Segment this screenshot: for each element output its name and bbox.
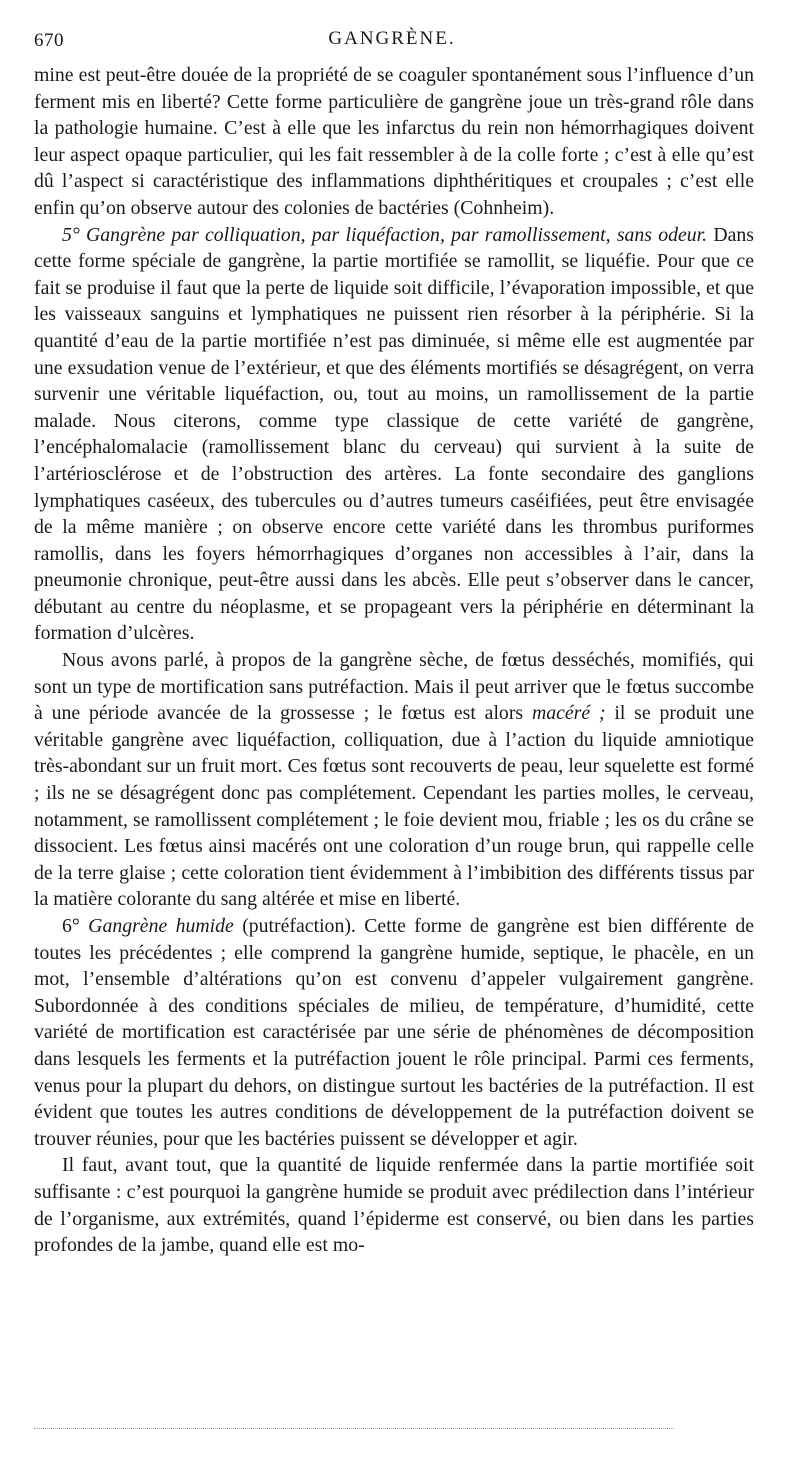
page-header (34, 24, 750, 58)
paragraph-text: (putréfaction). Cette forme de gangrène est bien différente de toutes les précédentes ; elle comprend la gangrène humide, septique, le phacèle, en un mot, l’ensemble d’altérations qu’on est convenu d’appeler vulgairement gangrène. Subordonnée à des conditions spéciales de milieu, de température, d’humidité, cette variété de mortification est caractérisée par une série de phénomènes de décomposition dans lesquels les ferments et la putréfaction jouent le rôle principal. Parmi ces ferments, venus pour la plupart du dehors, on distingue surtout les bactéries de la putréfaction. Il est évident que toutes les autres conditions de développement de la putréfaction doivent se trouver réunies, pour que les bactéries puissent se développer et agir. (34, 915, 754, 1150)
section-6-number: 6° (62, 915, 89, 937)
paragraph-section-5 (34, 222, 754, 648)
paragraph-continuation (34, 62, 754, 222)
paragraph-foetus (34, 647, 754, 913)
body-text (34, 62, 754, 1259)
paragraph-section-6 (34, 913, 754, 1152)
running-head-title: GANGRÈNE. (328, 28, 456, 49)
emphasis-macere: macéré ; (531, 702, 606, 725)
section-5-heading: 5° Gangrène par colliquation, par liquéfaction, par ramollissement, sans odeur. (62, 223, 708, 246)
paragraph-text: Il faut, avant tout, que la quantité de liquide renfermée dans la partie mortifiée soit suffisante : c’est pourquoi la gangrène humide se produit avec prédilection dans l’intérieur de l’organisme, aux extrémités, quand l’épiderme est conservé, ou bien dans les parties profondes de la jambe, quand elle est mo- (34, 1154, 754, 1257)
footer-rule (34, 1428, 674, 1429)
paragraph-text: Dans cette forme spéciale de gangrène, la partie mortifiée se ramollit, se liquéfie. Pour que ce fait se produise il faut que la perte de liquide soit difficile, l’évaporation impossible, et que les vaisseaux sanguins et lymphatiques ne puissent rien résorber à la périphérie. Si la quantité d’eau de la partie mortifiée n’est pas diminuée, si même elle est augmentée par une exsudation venue de l’extérieur, et que des éléments mortifiés se désagrégent, on verra survenir une véritable liquéfaction, ou, tout au moins, un ramollissement de la partie malade. Nous citerons, comme type classique de cette variété de gangrène, l’encéphalomalacie (ramollissement blanc du cerveau) qui survient à la suite de l’artériosclérose et de l’obstruction des artères. La fonte secondaire des ganglions lymphatiques caséeux, des tubercules ou d’autres tumeurs caséifiées, peut être envisagée de la même manière ; on observe encore cette variété dans les thrombus puriformes ramollis, dans les foyers hémorrhagiques d’organes non accessibles à l’air, dans la pneumonie chronique, peut-être aussi dans les abcès. Elle peut s’observer dans le cancer, débutant au centre du néoplasme, et se propageant vers la périphérie en déterminant la formation d’ulcères. (34, 223, 754, 645)
paragraph-text: il se produit une véritable gangrène avec liquéfaction, colliquation, due à l’action du liquide amniotique très-abondant sur un fruit mort. Ces fœtus sont recouverts de peau, leur squelette est formé ; ils ne se désagrégent donc pas complétement. Cependant les parties molles, le cerveau, notamment, se ramollissent complétement ; le foie devient mou, friable ; les os du crâne se dissocient. Les fœtus ainsi macérés ont une coloration d’un rouge brun, qui rappelle celle de la terre glaise ; cette coloration tient évidemment à l’imbibition des différents tissus par la matière colorante du sang altérée et mise en liberté. (34, 702, 754, 911)
page-number: 670 (34, 30, 64, 51)
section-6-heading: Gangrène humide (88, 915, 234, 937)
paragraph-text: Nous avons parlé, à propos de la gangrène sèche, de fœtus desséchés, momifiés, qui sont un type de mortification sans putréfaction. Mais il peut arriver que le fœtus succombe à une période avancée de la grossesse ; le fœtus est alors (34, 649, 754, 725)
paragraph-text: mine est peut-être douée de la propriété de se coaguler spontanément sous l’influence d’un ferment mis en liberté? Cette forme particulière de gangrène joue un très-grand rôle dans la pathologie humaine. C’est à elle que les infarctus du rein non hémorrhagiques doivent leur aspect opaque particulier, qui les fait ressembler à de la colle forte ; c’est à elle qu’est dû l’aspect si caractéristique des inflammations diphthéritiques et croupales ; c’est elle enfin qu’on observe autour des colonies de bactéries (Cohnheim). (34, 64, 754, 219)
paragraph-final (34, 1152, 754, 1258)
